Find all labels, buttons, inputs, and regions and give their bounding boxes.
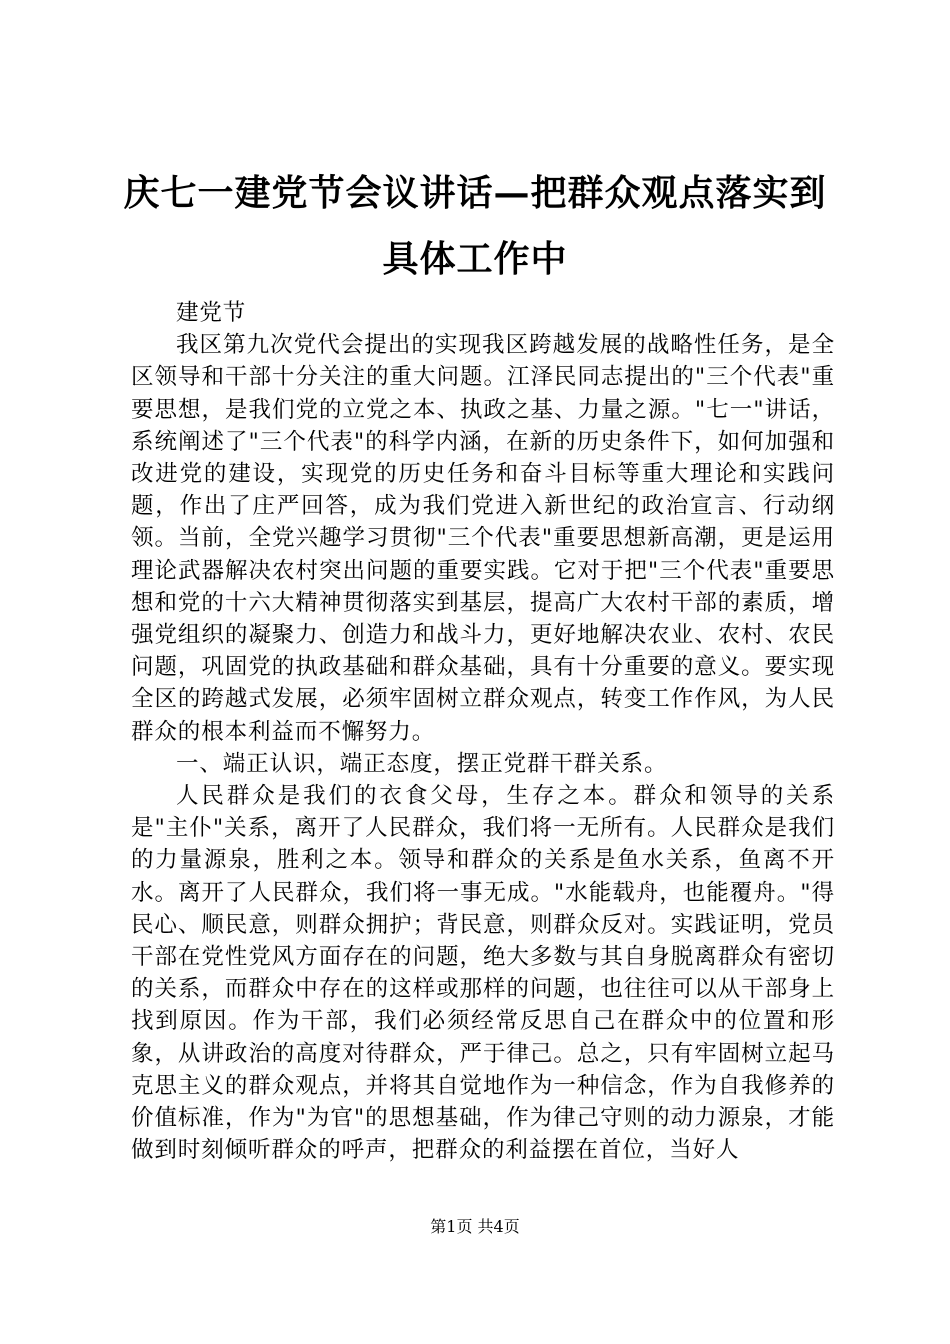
paragraph-section-1: 人民群众是我们的衣食父母，生存之本。群众和领导的关系是"主仆"关系，离开了人民群众，我们将一无所有。人民群众是我们的力量源泉，胜利之本。领导和群众的关系是鱼水关系，鱼离不开水。离开了人民群众，我们将一事无成。"水能载舟，也能覆舟。"得民心、顺民意，则群众拥护；背民意，则群众反对。实践证明，党员干部在党性党风方面存在的问题，绝大多数与其自身脱离群众有密切的关系，而群众中存在的这样或那样的问题，也往往可以从干部身上找到原因。作为干部，我们必须经常反思自己在群众中的位置和形象，从讲政治的高度对待群众，严于律己。总之，只有牢固树立起马克思主义的群众观点，并将其自觉地作为一种信念，作为自我修养的价值标准，作为"为官"的思想基础，作为律己守则的动力源泉，才能做到时刻倾听群众的呼声，把群众的利益摆在首位，当好人 xyxy=(131,783,835,1164)
section-heading-1: 一、端正认识，端正态度，摆正党群干群关系。 xyxy=(176,750,668,777)
paragraph-intro: 我区第九次党代会提出的实现我区跨越发展的战略性任务，是全区领导和干部十分关注的重大问题。江泽民同志提出的"三个代表"重要思想，是我们党的立党之本、执政之基、力量之源。"七一"讲话，系统阐述了"三个代表"的科学内涵，在新的历史条件下，如何加强和改进党的建设，实现党的历史任务和奋斗目标等重大理论和实践问题，作出了庄严回答，成为我们党进入新世纪的政治宣言、行动纲领。当前，全党兴趣学习贯彻"三个代表"重要思想新高潮，更是运用理论武器解决农村突出问题的重要实践。它对于把"三个代表"重要思想和党的十六大精神贯彻落实到基层，提高广大农村干部的素质，增强党组织的凝聚力、创造力和战斗力，更好地解决农业、农村、农民问题，巩固党的执政基础和群众基础，具有十分重要的意义。要实现全区的跨越式发展，必须牢固树立群众观点，转变工作作风，为人民群众的根本利益而不懈努力。 xyxy=(131,332,835,745)
paragraph-label: 建党节 xyxy=(176,300,247,326)
document-title: 庆七一建党节会议讲话—把群众观点落实到具体工作中 xyxy=(123,172,827,280)
document-body xyxy=(131,297,835,1166)
page-footer: 第1页 共4页 xyxy=(430,1217,520,1236)
